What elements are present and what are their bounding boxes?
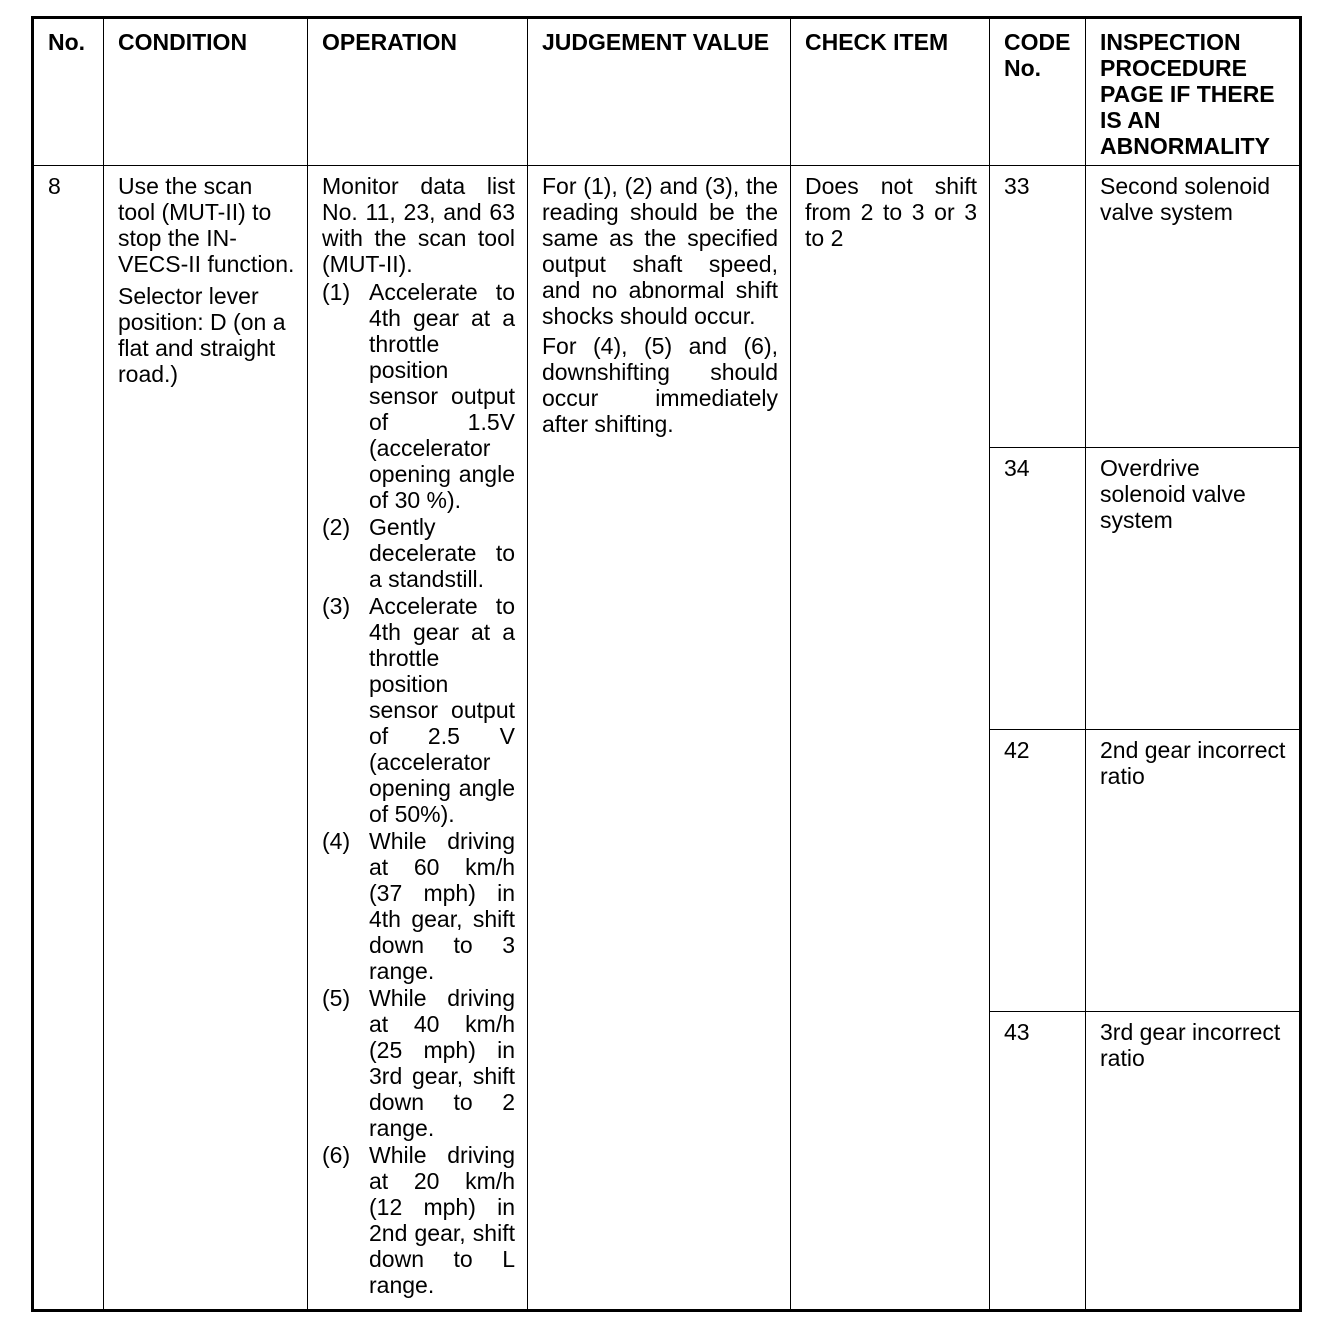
diagnosis-table [31,16,1302,1312]
operation-cell [308,166,528,1311]
inspection-procedure: 3rd gear incorrect ratio [1086,1012,1301,1311]
step-text: Accelerate to 4th gear at a throttle position sensor output of 1.5V (accelerator opening angle of 30 %). [369,279,515,513]
step-text: Gently decelerate to a standstill. [369,514,515,592]
operation-step [322,828,515,984]
operation-steps [322,279,515,1298]
operation-step [322,514,515,592]
step-text: Accelerate to 4th gear at a throttle position sensor output of 2.5 V (accelerator opening angle of 50%). [369,593,515,827]
inspection-procedure: Overdrive solenoid valve system [1086,448,1301,730]
header-no: No. [33,18,104,166]
step-number: (4) [322,828,351,854]
header-code-no: CODE No. [990,18,1086,166]
header-operation: OPERATION [308,18,528,166]
operation-step [322,1142,515,1298]
code-number: 43 [990,1012,1086,1311]
condition-cell [104,166,308,1311]
inspection-procedure: 2nd gear incorrect ratio [1086,730,1301,1012]
code-number: 33 [990,166,1086,448]
step-number: (2) [322,514,351,540]
judgement-text: For (1), (2) and (3), the reading should be the same as the specified output shaft speed, and no abnormal shift shocks should occur. [542,173,778,329]
operation-step [322,985,515,1141]
step-number: (6) [322,1142,351,1168]
code-number: 34 [990,448,1086,730]
step-number: (1) [322,279,351,305]
code-number: 42 [990,730,1086,1012]
step-text: While driving at 20 km/h (12 mph) in 2nd gear, shift down to L range. [369,1142,515,1298]
judgement-text: For (4), (5) and (6), downshifting should occur immediately after shifting. [542,333,778,437]
judgement-cell [528,166,791,1311]
header-row [33,18,1301,166]
operation-step [322,279,515,513]
condition-text: Use the scan tool (MUT-II) to stop the IN-VECS-II function. [118,173,295,277]
table-row [33,166,1301,448]
check-item-cell: Does not shift from 2 to 3 or 3 to 2 [791,166,990,1311]
condition-text: Selector lever position: D (on a flat and straight road.) [118,283,286,387]
operation-step [322,593,515,827]
step-text: While driving at 60 km/h (37 mph) in 4th gear, shift down to 3 range. [369,828,515,984]
inspection-procedure: Second solenoid valve system [1086,166,1301,448]
step-text: While driving at 40 km/h (25 mph) in 3rd gear, shift down to 2 range. [369,985,515,1141]
header-judgement-value: JUDGEMENT VALUE [528,18,791,166]
row-number: 8 [33,166,104,1311]
operation-intro: Monitor data list No. 11, 23, and 63 with the scan tool (MUT-II). [322,173,515,277]
step-number: (3) [322,593,351,619]
header-inspection-procedure: INSPECTION PROCEDURE PAGE IF THERE IS AN ABNORMALITY [1086,18,1301,166]
header-condition: CONDITION [104,18,308,166]
step-number: (5) [322,985,351,1011]
header-check-item: CHECK ITEM [791,18,990,166]
